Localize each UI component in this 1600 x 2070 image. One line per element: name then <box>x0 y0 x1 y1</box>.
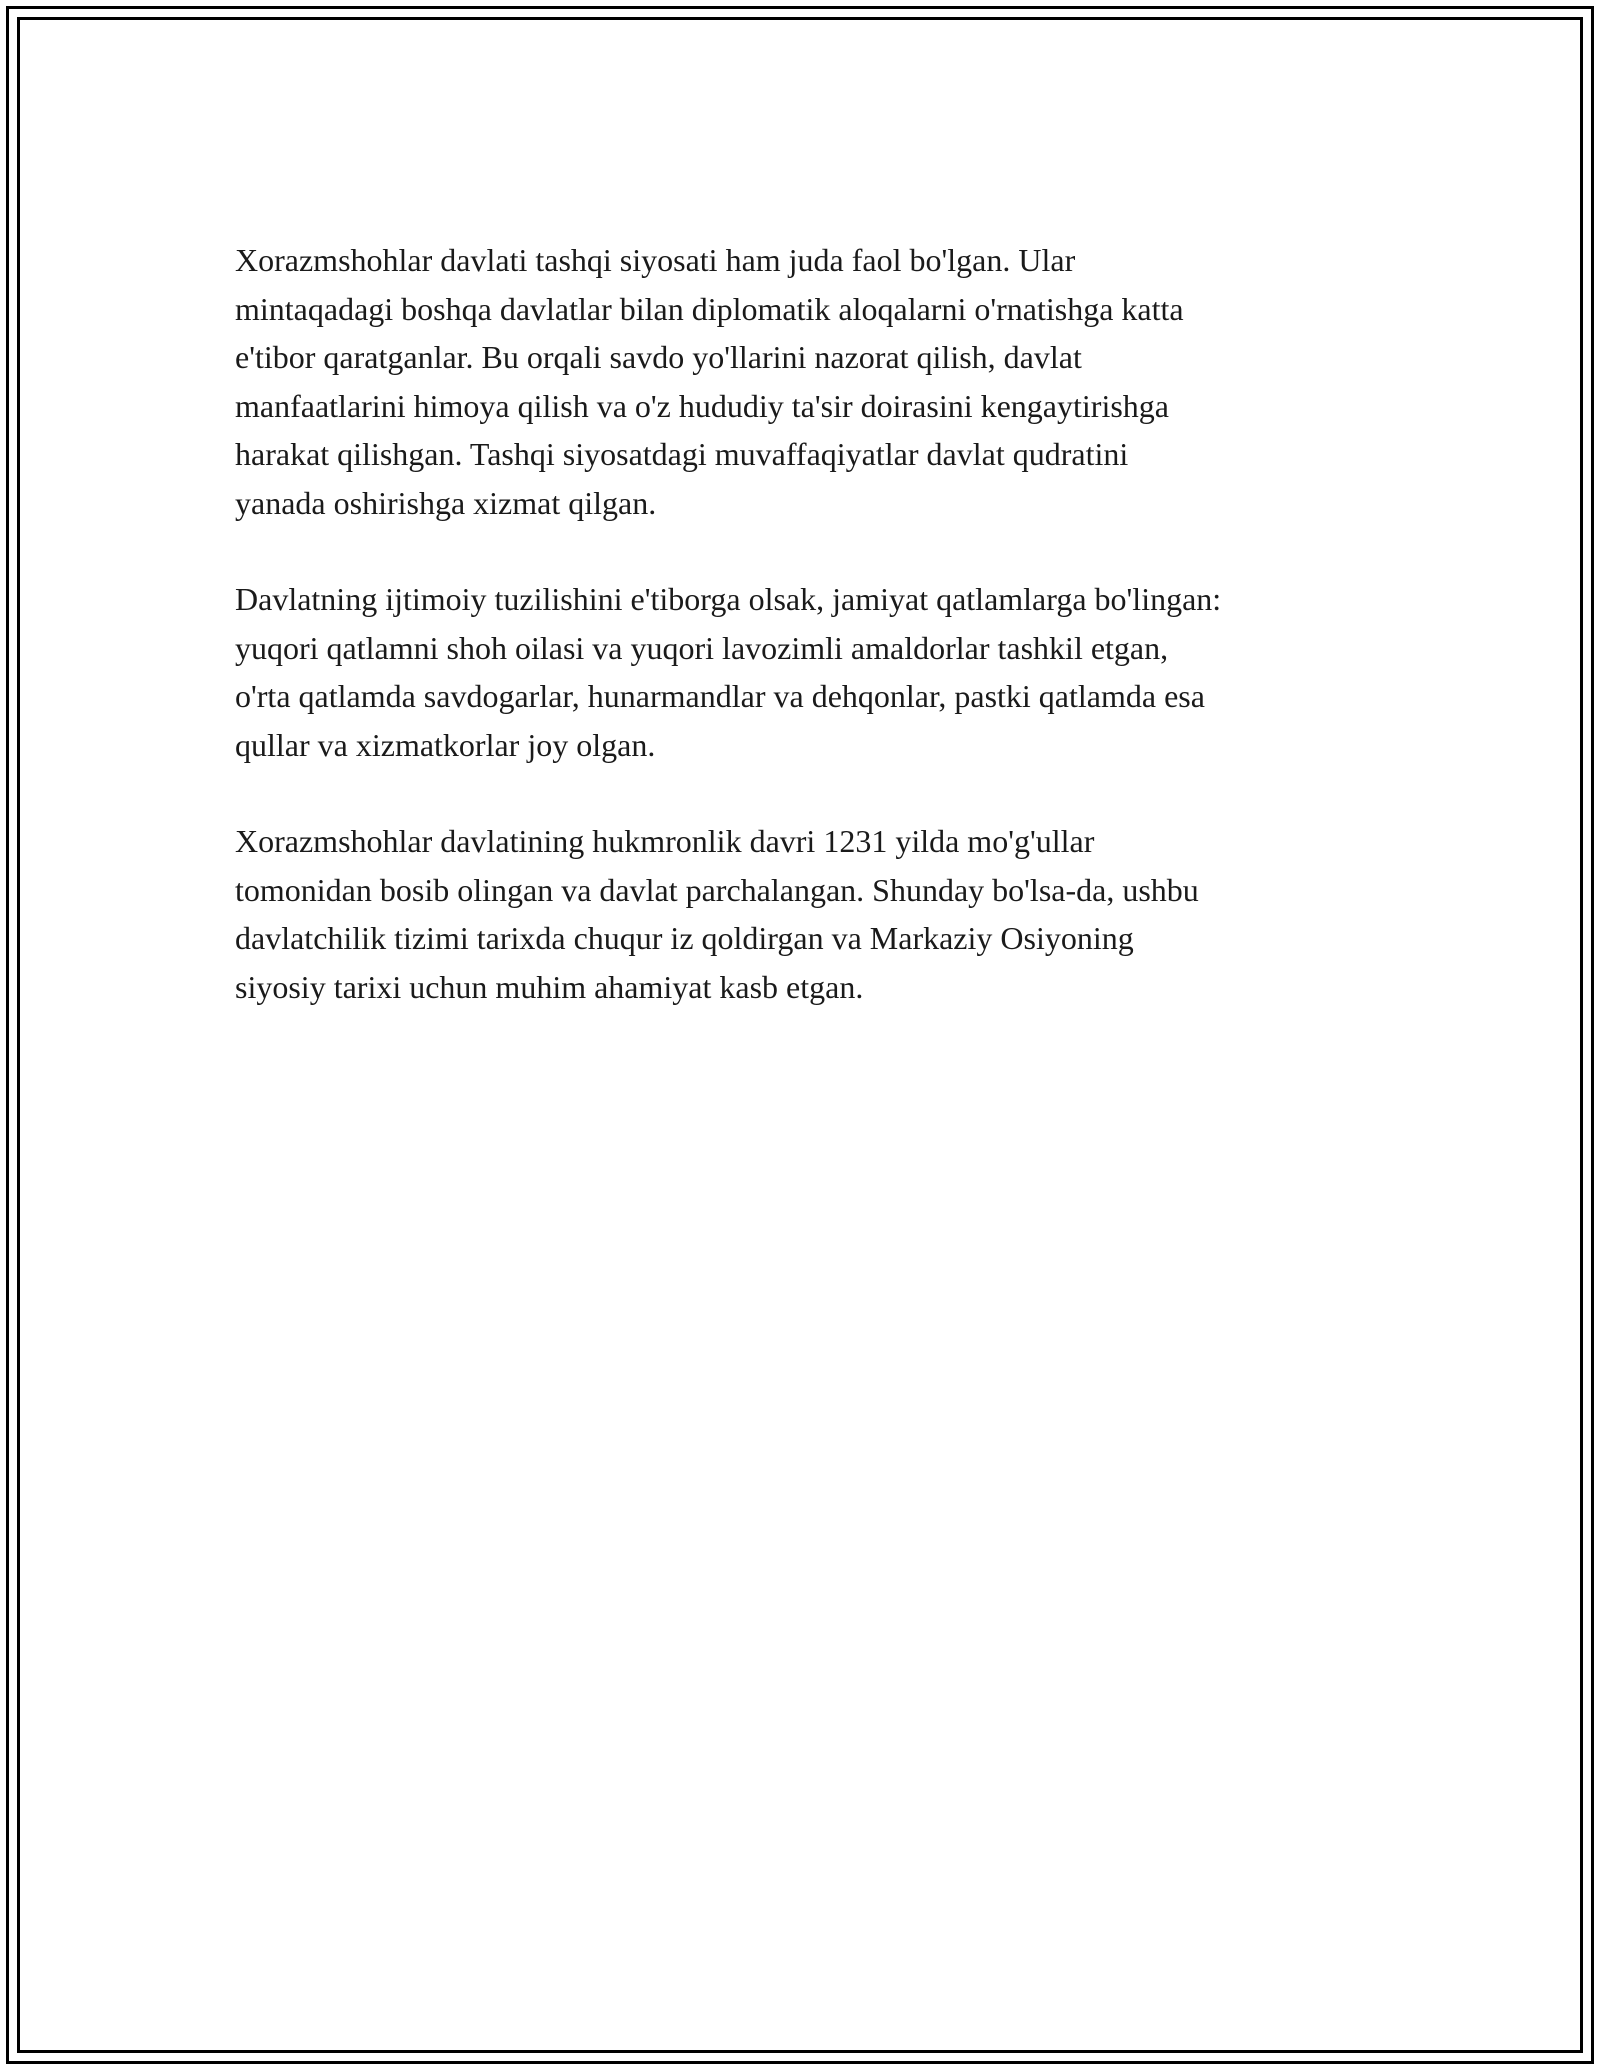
text-line: tomonidan bosib olingan va davlat parchalangan. Shunday bo'lsa-da, ushbu <box>235 871 1199 908</box>
text-line: e'tibor qaratganlar. Bu orqali savdo yo'llarini nazorat qilish, davlat <box>235 339 1082 375</box>
text-line: yanada oshirishga xizmat qilgan. <box>235 484 657 521</box>
paragraph-foreign-policy <box>235 236 1415 527</box>
paragraph-social-structure <box>235 575 1415 769</box>
text-line: mintaqadagi boshqa davlatlar bilan diplomatik aloqalarni o'rnatishga katta <box>235 290 1184 327</box>
document-body <box>235 236 1415 1059</box>
text-line: o'rta qatlamda savdogarlar, hunarmandlar va dehqonlar, pastki qatlamda esa <box>235 678 1205 714</box>
text-line: Xorazmshohlar davlatining hukmronlik davri 1231 yilda mo'g'ullar <box>235 823 1095 859</box>
text-line: siyosiy tarixi uchun muhim ahamiyat kasb etgan. <box>235 968 864 1005</box>
text-line: qullar va xizmatkorlar joy olgan. <box>235 726 656 763</box>
text-line: Xorazmshohlar davlati tashqi siyosati ham juda faol bo'lgan. Ular <box>235 242 1076 278</box>
text-line: davlatchilik tizimi tarixda chuqur iz qoldirgan va Markaziy Osiyoning <box>235 920 1134 956</box>
text-line: manfaatlarini himoya qilish va o'z hududiy ta'sir doirasini kengaytirishga <box>235 387 1169 424</box>
text-line: Davlatning ijtimoiy tuzilishini e'tiborga olsak, jamiyat qatlamlarga bo'lingan: <box>235 581 1222 617</box>
paragraph-fall-of-state <box>235 817 1415 1011</box>
text-line: harakat qilishgan. Tashqi siyosatdagi muvaffaqiyatlar davlat qudratini <box>235 436 1129 472</box>
text-line: yuqori qatlamni shoh oilasi va yuqori lavozimli amaldorlar tashkil etgan, <box>235 629 1169 666</box>
